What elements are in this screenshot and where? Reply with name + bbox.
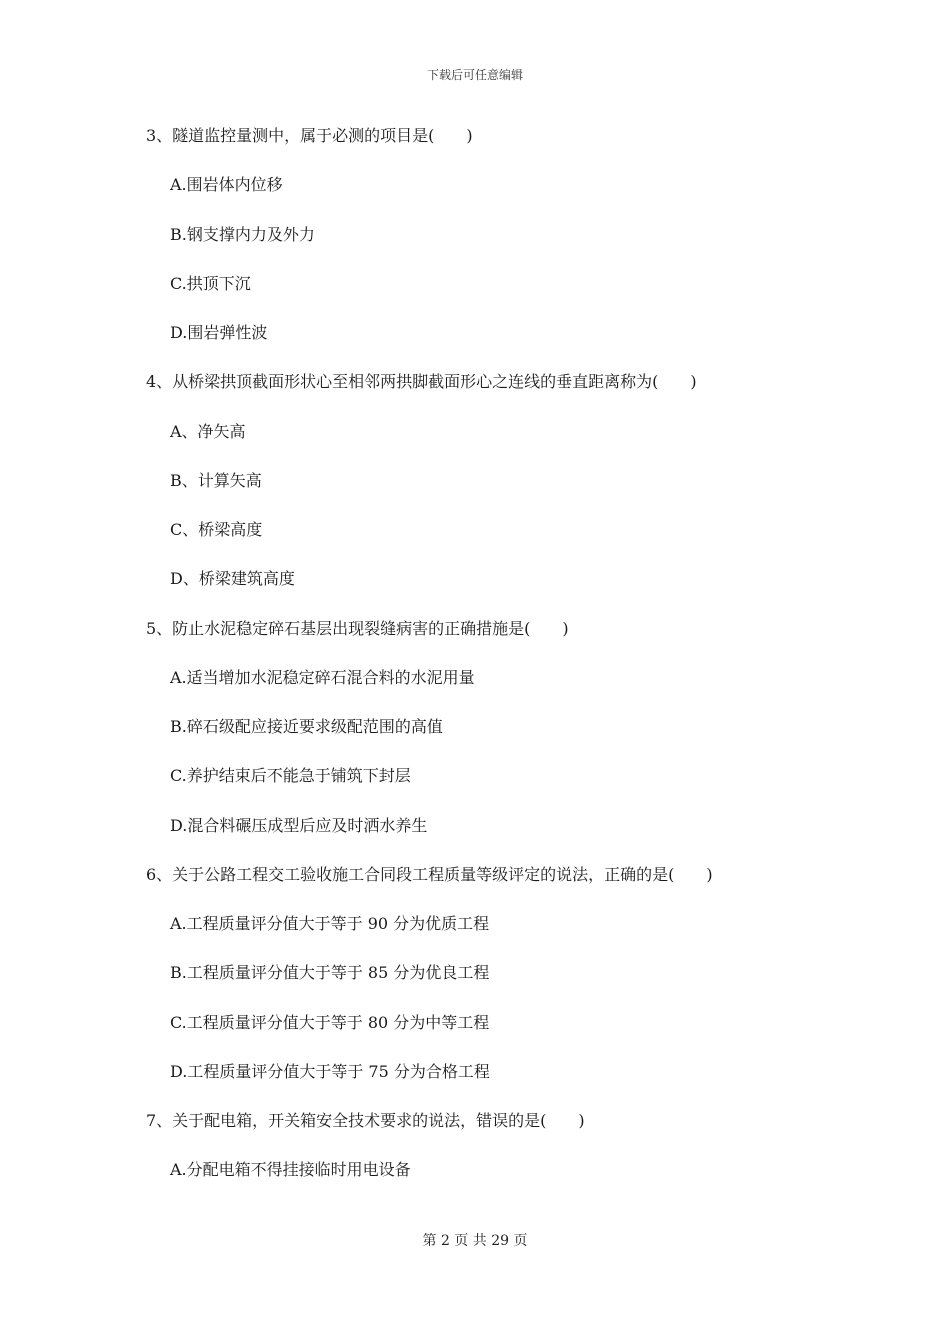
question-stem: 3、隧道监控量测中，属于必测的项目是( )	[146, 126, 473, 145]
page-footer: 第 2 页 共 29 页	[422, 1233, 528, 1249]
option-d: D.围岩弹性波	[170, 323, 268, 342]
option-d: D.混合料碾压成型后应及时洒水养生	[170, 816, 428, 835]
option-a: A.围岩体内位移	[170, 175, 283, 194]
option-a: A.适当增加水泥稳定碎石混合料的水泥用量	[170, 668, 475, 687]
option-c: C.养护结束后不能急于铺筑下封层	[170, 766, 411, 785]
option-b: B、计算矢高	[170, 471, 262, 490]
question-stem: 7、关于配电箱，开关箱安全技术要求的说法，错误的是( )	[146, 1111, 585, 1130]
option-a: A.分配电箱不得挂接临时用电设备	[170, 1160, 411, 1179]
option-d: D.工程质量评分值大于等于 75 分为合格工程	[170, 1062, 490, 1081]
option-a: A、净矢高	[170, 422, 246, 441]
option-b: B.工程质量评分值大于等于 85 分为优良工程	[170, 963, 490, 982]
option-c: C.拱顶下沉	[170, 274, 251, 293]
option-a: A.工程质量评分值大于等于 90 分为优质工程	[170, 914, 490, 933]
option-b: B.碎石级配应接近要求级配范围的高值	[170, 717, 443, 736]
option-b: B.钢支撑内力及外力	[170, 225, 315, 244]
question-stem: 4、从桥梁拱顶截面形状心至相邻两拱脚截面形心之连线的垂直距离称为( )	[146, 372, 697, 391]
option-c: C.工程质量评分值大于等于 80 分为中等工程	[170, 1013, 490, 1032]
option-c: C、桥梁高度	[170, 520, 263, 539]
page-header: 下载后可任意编辑	[426, 68, 523, 82]
question-stem: 6、关于公路工程交工验收施工合同段工程质量等级评定的说法，正确的是( )	[146, 865, 713, 884]
option-d: D、桥梁建筑高度	[170, 569, 295, 588]
question-stem: 5、防止水泥稳定碎石基层出现裂缝病害的正确措施是( )	[146, 619, 569, 638]
